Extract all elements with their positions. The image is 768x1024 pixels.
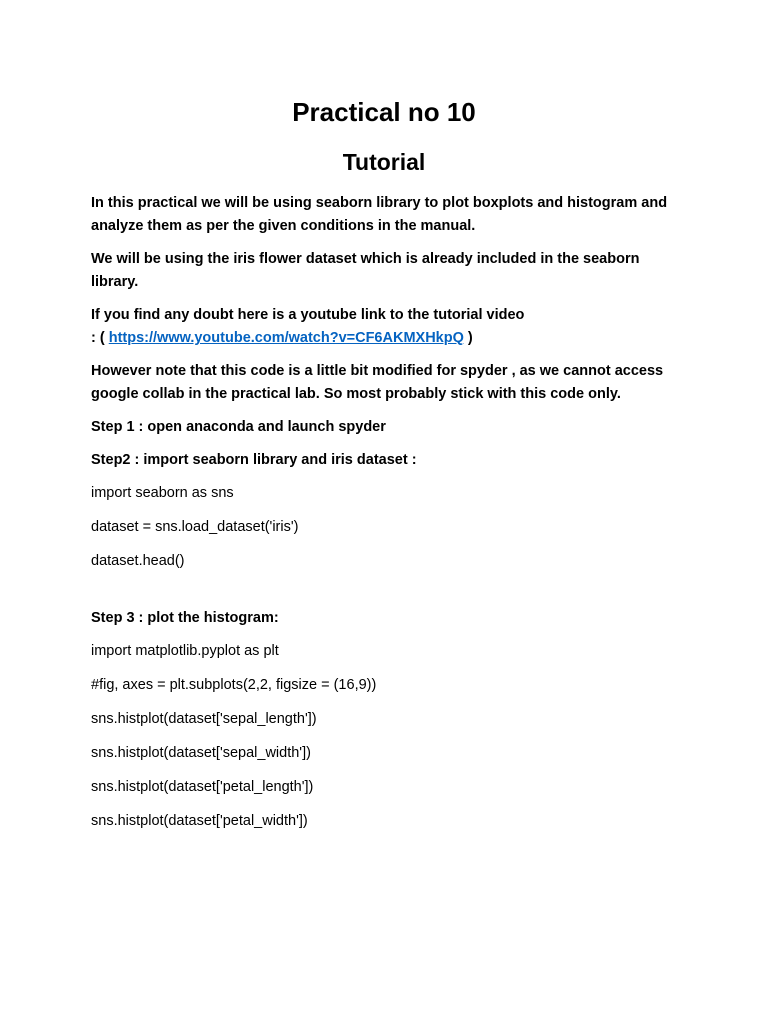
- code-line: sns.histplot(dataset['sepal_width']): [91, 745, 311, 761]
- tutorial-link-paragraph: [91, 304, 681, 350]
- doubt-text: If you find any doubt here is a youtube link to the tutorial video: [91, 307, 525, 323]
- link-prefix: : (: [91, 330, 109, 346]
- code-line: dataset = sns.load_dataset('iris'): [91, 519, 299, 535]
- step-3-heading: Step 3 : plot the histogram:: [91, 610, 279, 626]
- code-line: sns.histplot(dataset['sepal_length']): [91, 711, 317, 727]
- code-line: #fig, axes = plt.subplots(2,2, figsize = (16,9)): [91, 677, 377, 693]
- intro-paragraph-1: In this practical we will be using seaborn library to plot boxplots and histogram and analyze them as per the given conditions in the manual.: [91, 195, 668, 234]
- link-suffix: ): [463, 330, 473, 346]
- page-title: Practical no 10: [292, 97, 476, 127]
- code-line: sns.histplot(dataset['petal_width']): [91, 813, 308, 829]
- youtube-link[interactable]: https://www.youtube.com/watch?v=CF6AKMXHkpQ: [108, 330, 464, 346]
- step-1-heading: Step 1 : open anaconda and launch spyder: [91, 419, 386, 435]
- note-paragraph: However note that this code is a little bit modified for spyder , as we cannot access google collab in the practical lab. So most probably stick with this code only.: [91, 363, 664, 402]
- document-body: [91, 192, 681, 833]
- code-line: import matplotlib.pyplot as plt: [91, 643, 279, 659]
- page-subtitle: Tutorial: [342, 149, 426, 175]
- code-line: dataset.head(): [91, 553, 185, 569]
- step-2-heading: Step2 : import seaborn library and iris dataset :: [91, 452, 417, 468]
- intro-paragraph-2: We will be using the iris flower dataset which is already included in the seaborn library.: [91, 251, 640, 290]
- code-line: import seaborn as sns: [91, 485, 234, 501]
- code-line: sns.histplot(dataset['petal_length']): [91, 779, 314, 795]
